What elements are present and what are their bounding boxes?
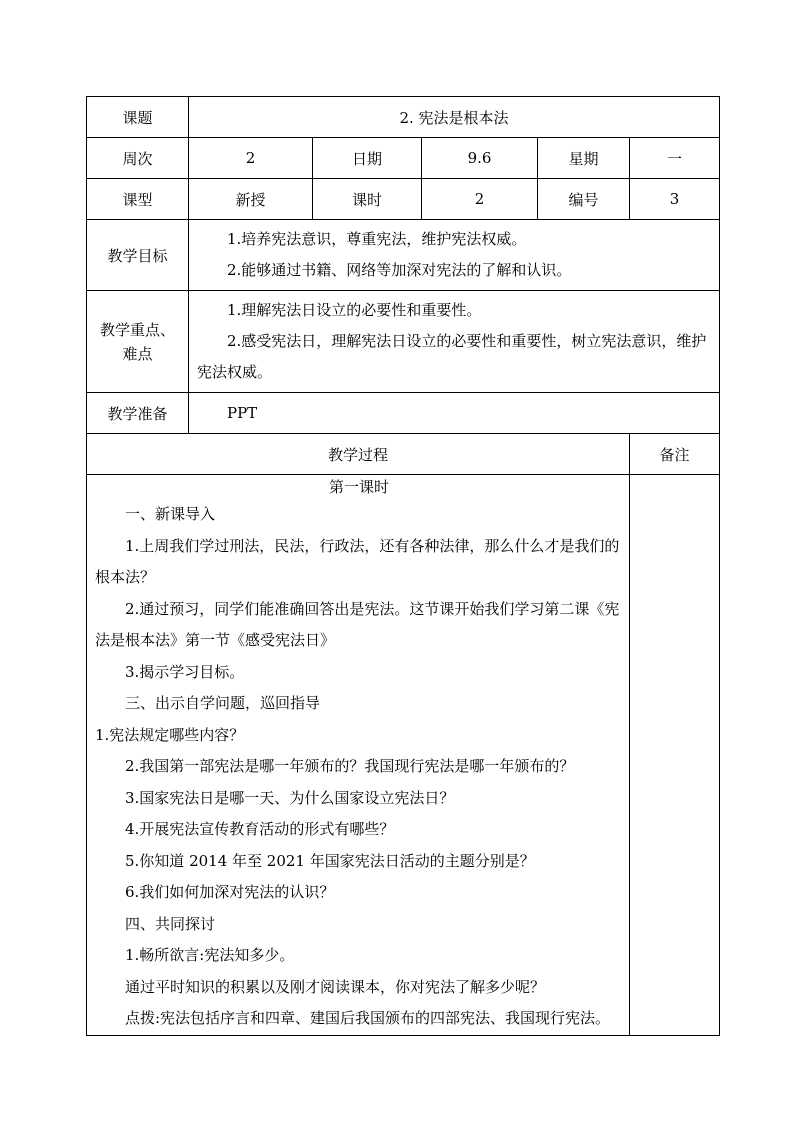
process-line: 1.宪法规定哪些内容？ xyxy=(95,725,245,744)
key-points-label xyxy=(87,291,189,393)
process-content xyxy=(87,475,630,1036)
type-row xyxy=(87,179,720,220)
type-value: 新授 xyxy=(189,179,313,220)
process-line: 5.你知道 2014 年至 2021 年国家宪法日活动的主题分别是？ xyxy=(125,851,535,870)
process-line: 一、新课导入 xyxy=(125,505,216,523)
week-label: 周次 xyxy=(87,138,189,179)
process-line: 6.我们如何加深对宪法的认识？ xyxy=(125,883,335,901)
goals-label: 教学目标 xyxy=(87,220,189,291)
date-value: 9.6 xyxy=(422,138,538,179)
process-header-row xyxy=(87,434,720,475)
lesson-title: 第一课时 xyxy=(328,478,389,496)
number-value: 3 xyxy=(630,179,720,220)
goals-content xyxy=(189,220,720,291)
preparation-row xyxy=(87,393,720,434)
preparation-label: 教学准备 xyxy=(87,393,189,434)
key-points-content xyxy=(189,291,720,393)
key-points-label-line2: 难点 xyxy=(122,344,153,363)
process-row xyxy=(87,475,720,1036)
key-points-row xyxy=(87,291,720,393)
hours-value: 2 xyxy=(422,179,538,220)
process-line: 三、出示自学问题，巡回指导 xyxy=(125,694,321,712)
process-line: 3.国家宪法日是哪一天、为什么国家设立宪法日？ xyxy=(125,788,455,807)
process-line: 1.畅所欲言:宪法知多少。 xyxy=(125,946,295,964)
week-row xyxy=(87,138,720,179)
process-line: 四、共同探讨 xyxy=(125,914,216,933)
process-line: 1.上周我们学过刑法，民法，行政法，还有各种法律，那么什么才是我们的根本法？ xyxy=(95,536,620,586)
goal-item: 2.能够通过书籍、网络等加深对宪法的了解和认识。 xyxy=(227,261,572,279)
lesson-plan-table xyxy=(86,96,720,1036)
key-point-item: 2.感受宪法日，理解宪法日设立的必要性和重要性，树立宪法意识，维护宪法权威。 xyxy=(197,332,707,381)
weekday-value: 一 xyxy=(630,138,720,179)
topic-row xyxy=(87,97,720,138)
topic-label: 课题 xyxy=(87,97,189,138)
process-line: 4.开展宪法宣传教育活动的形式有哪些？ xyxy=(125,820,395,838)
process-line: 3.揭示学习目标。 xyxy=(125,662,245,681)
type-label: 课型 xyxy=(87,179,189,220)
goal-item: 1.培养宪法意识，尊重宪法，维护宪法权威。 xyxy=(227,230,527,248)
process-line: 通过平时知识的积累以及刚才阅读课本，你对宪法了解多少呢？ xyxy=(125,977,546,996)
topic-value: 2. 宪法是根本法 xyxy=(189,97,720,138)
process-header: 教学过程 xyxy=(87,434,630,475)
process-line: 点拨:宪法包括序言和四章、建国后我国颁布的四部宪法、我国现行宪法。 xyxy=(125,1009,611,1027)
key-point-item: 1.理解宪法日设立的必要性和重要性。 xyxy=(227,301,482,319)
key-points-label-line1: 教学重点、 xyxy=(99,320,175,339)
number-label: 编号 xyxy=(538,179,630,220)
weekday-label: 星期 xyxy=(538,138,630,179)
process-line: 2.通过预习，同学们能准确回答出是宪法。这节课开始我们学习第二课《宪法是根本法》第一节《感受宪法日》 xyxy=(95,599,620,649)
lesson-plan-sheet xyxy=(86,96,719,1036)
process-line: 2.我国第一部宪法是哪一年颁布的？我国现行宪法是哪一年颁布的？ xyxy=(125,757,575,775)
goals-row xyxy=(87,220,720,291)
notes-header: 备注 xyxy=(630,434,720,475)
notes-column xyxy=(630,475,720,1036)
preparation-value: PPT xyxy=(189,393,720,434)
week-value: 2 xyxy=(189,138,313,179)
date-label: 日期 xyxy=(313,138,422,179)
hours-label: 课时 xyxy=(313,179,422,220)
